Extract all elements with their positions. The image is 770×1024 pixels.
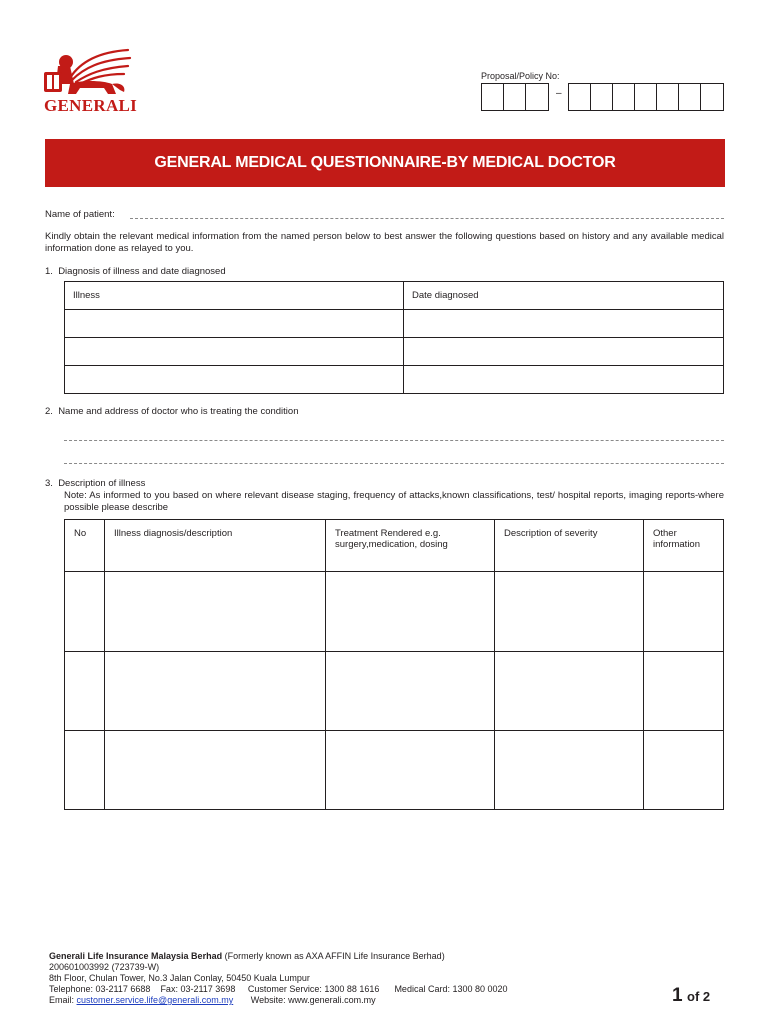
page-indicator xyxy=(672,985,710,1007)
table-row xyxy=(65,310,724,338)
policy-digit-box[interactable] xyxy=(504,84,526,110)
no-cell[interactable] xyxy=(65,731,105,810)
formerly-known-as: (Formerly known as AXA AFFIN Life Insurance Berhad) xyxy=(224,951,445,961)
policy-number-boxes[interactable] xyxy=(568,83,724,111)
page-title: GENERAL MEDICAL QUESTIONNAIRE-BY MEDICAL DOCTOR xyxy=(154,154,616,171)
patient-name-field[interactable] xyxy=(130,218,724,219)
section2-title: 2. Name and address of doctor who is treating the condition xyxy=(45,406,299,417)
registration-number: 200601003992 (723739-W) xyxy=(49,962,160,972)
telephone: Telephone: 03-2117 6688 xyxy=(49,984,151,994)
other-info-cell[interactable] xyxy=(644,731,724,810)
illness-description-cell[interactable] xyxy=(105,731,326,810)
illness-description-header: Illness diagnosis/description xyxy=(105,520,326,572)
no-cell[interactable] xyxy=(65,572,105,652)
treatment-header: Treatment Rendered e.g. surgery,medication, dosing xyxy=(326,520,495,572)
table-row xyxy=(65,652,724,731)
policy-digit-box[interactable] xyxy=(591,84,613,110)
no-cell[interactable] xyxy=(65,652,105,731)
table-row xyxy=(65,338,724,366)
treatment-cell[interactable] xyxy=(326,572,495,652)
treatment-cell[interactable] xyxy=(326,652,495,731)
severity-cell[interactable] xyxy=(495,572,644,652)
diagnosis-table xyxy=(64,281,724,394)
brand-wordmark: GENERALI xyxy=(44,96,138,115)
table-header-row xyxy=(65,282,724,310)
section1-title: 1. Diagnosis of illness and date diagnosed xyxy=(45,266,226,277)
severity-cell[interactable] xyxy=(495,652,644,731)
policy-digit-box[interactable] xyxy=(701,84,723,110)
policy-digit-box[interactable] xyxy=(569,84,591,110)
illness-cell[interactable] xyxy=(65,338,404,366)
section3-note: Note: As informed to you based on where relevant disease staging, frequency of attacks,known classifications, test/ hospital reports, imaging reports-where possible please describe xyxy=(64,490,724,513)
policy-digit-box[interactable] xyxy=(526,84,548,110)
policy-digit-box[interactable] xyxy=(679,84,701,110)
footer-info xyxy=(49,951,649,1006)
section3-title: 3. Description of illness xyxy=(45,478,146,489)
other-info-cell[interactable] xyxy=(644,652,724,731)
email-label: Email: xyxy=(49,995,75,1005)
company-name: Generali Life Insurance Malaysia Berhad xyxy=(49,951,223,961)
date-cell[interactable] xyxy=(404,366,724,394)
other-info-cell[interactable] xyxy=(644,572,724,652)
patient-name-label: Name of patient: xyxy=(45,209,115,220)
company-line xyxy=(49,951,649,962)
date-cell[interactable] xyxy=(404,310,724,338)
policy-separator: – xyxy=(556,88,562,99)
website: Website: www.generali.com.my xyxy=(250,995,376,1005)
other-info-header: Other information xyxy=(644,520,724,572)
table-row xyxy=(65,572,724,652)
page-total: of 2 xyxy=(687,989,711,1004)
severity-cell[interactable] xyxy=(495,731,644,810)
instruction-text: Kindly obtain the relevant medical information from the named person below to best answer the following questions based on history and any available medical information done as relayed to you. xyxy=(45,231,724,254)
company-address: 8th Floor, Chulan Tower, No.3 Jalan Conlay, 50450 Kuala Lumpur xyxy=(49,973,310,983)
illness-description-cell[interactable] xyxy=(105,572,326,652)
treatment-cell[interactable] xyxy=(326,731,495,810)
illness-header: Illness xyxy=(65,282,404,310)
table-row xyxy=(65,731,724,810)
policy-number-label: Proposal/Policy No: xyxy=(481,71,560,81)
illness-description-cell[interactable] xyxy=(105,652,326,731)
illness-cell[interactable] xyxy=(65,366,404,394)
email-line xyxy=(49,995,649,1006)
date-diagnosed-header: Date diagnosed xyxy=(404,282,724,310)
policy-digit-box[interactable] xyxy=(613,84,635,110)
table-header-row xyxy=(65,520,724,572)
title-banner xyxy=(45,139,725,187)
illness-cell[interactable] xyxy=(65,310,404,338)
medical-card: Medical Card: 1300 80 0020 xyxy=(394,984,508,994)
customer-service: Customer Service: 1300 88 1616 xyxy=(247,984,380,994)
policy-prefix-boxes[interactable] xyxy=(481,83,549,111)
policy-digit-box[interactable] xyxy=(482,84,504,110)
contact-line xyxy=(49,984,649,995)
policy-digit-box[interactable] xyxy=(657,84,679,110)
date-cell[interactable] xyxy=(404,338,724,366)
fax: Fax: 03-2117 3698 xyxy=(160,984,236,994)
email-link[interactable]: customer.service.life@generali.com.my xyxy=(76,995,234,1005)
doctor-address-line[interactable] xyxy=(64,463,724,464)
no-header: No xyxy=(65,520,105,572)
doctor-address-line[interactable] xyxy=(64,440,724,441)
table-row xyxy=(65,366,724,394)
illness-description-table xyxy=(64,519,724,810)
severity-header: Description of severity xyxy=(495,520,644,572)
page-number: 1 xyxy=(672,985,683,1006)
policy-digit-box[interactable] xyxy=(635,84,657,110)
